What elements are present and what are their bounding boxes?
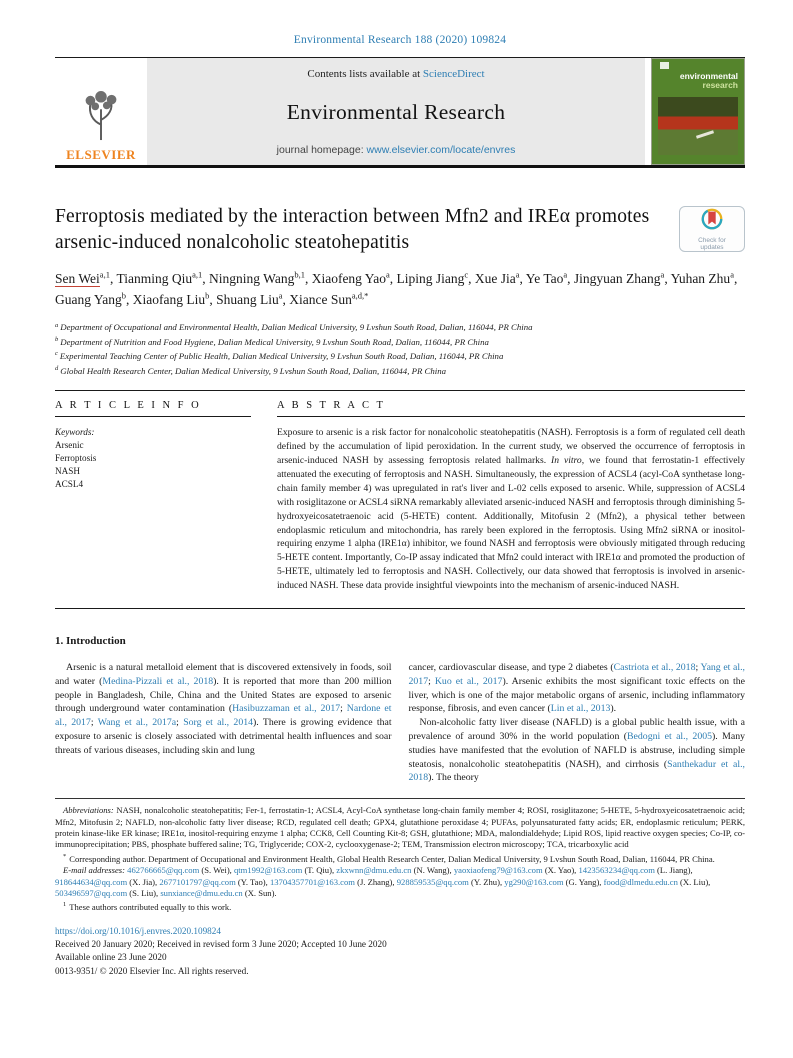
issn-copyright: 0013-9351/ © 2020 Elsevier Inc. All rights reserved.: [55, 965, 249, 976]
check-for-updates-badge[interactable]: [679, 206, 745, 252]
introduction-heading: 1. Introduction: [55, 635, 126, 648]
text-segment[interactable]: Yang et al., 2017: [408, 662, 745, 687]
equal-contribution-note: [55, 899, 745, 913]
text-segment: Arsenic is a natural metalloid element that is discovered extensively in foods, soil and water (: [55, 662, 392, 687]
contribution-text: These authors contributed equally to this work.: [69, 902, 232, 913]
text-segment[interactable]: Santhekadur et al., 2018: [408, 758, 745, 784]
doi-link[interactable]: https://doi.org/10.1016/j.envres.2020.109824: [55, 925, 221, 936]
text-segment: ;: [428, 675, 435, 687]
cover-title-line2: research: [702, 80, 738, 90]
email-segment: (X. Yao),: [542, 865, 579, 876]
author: Ye Tao$^a$ ,: [526, 271, 574, 286]
corresponding-text: Corresponding author. Department of Occupational and Environment Health, Global Health Research Center, Dalian Medical University, 9 Lvshun South Road, Dalian, 116044, PR China.: [69, 853, 715, 864]
contents-line: [147, 68, 645, 80]
email-segment[interactable]: 928859535@qq.com: [396, 876, 469, 887]
article-info-heading: A R T I C L E I N F O: [55, 400, 251, 417]
keyword: Ferroptosis: [55, 453, 97, 464]
text-segment[interactable]: Nardone et al., 2017: [55, 703, 392, 729]
text-segment[interactable]: Medina-Pizzali et al., 2018: [102, 675, 214, 687]
author: Tianming Qiu$^{a,1}$ ,: [116, 271, 209, 286]
elsevier-logo[interactable]: [55, 58, 147, 165]
intro-paragraph-right-1: [409, 661, 746, 716]
footnote-segment: NASH, nonalcoholic steatohepatitis; Fer-1, ferrostatin-1; ACSL4, Acyl-CoA synthetase long-chain family member 4; ROSI, rosiglitazone; 5-HETE, 5-hydroxyeicosatetraenoic acid; Mfn2, Mitofusin 2; NAFLD, non-alcoholic fatty liver disease; RCD, regulated cell death; GPX4, glutathione peroxidase 4; PUFAs, polyunsaturated fatty acids; ER, endoplasmic reticulum; PERK, protein kinase-like ER kinase; IRE1α, inositol-requiring enzyme 1 alpha; CCK8, Cell Counting Kit-8; GSH, glutathione; MDA, malondialdehyde; Lipid ROS, lipid reactive oxygen species; Co-IP, co-immunoprecipitation; PBS, phosphate buffered saline; TG, Triglyceride; COX-2, cyclooxygenase-2; TEM, Transmission electron microscopy; TCA, tricarboxylic acid: [55, 805, 745, 850]
email-segment[interactable]: zkxwnn@dmu.edu.cn: [336, 865, 412, 876]
text-segment: cancer, cardiovascular disease, and type 2 diabetes (: [408, 662, 614, 674]
abstract-text: [277, 426, 745, 593]
email-segment[interactable]: 918644634@qq.com: [55, 876, 128, 887]
article-info-section: [55, 400, 251, 593]
email-segment: (N. Wang),: [411, 865, 454, 876]
email-segment: (G. Yang),: [563, 876, 604, 887]
affiliation-list: [55, 320, 745, 378]
email-segment: (S. Wei),: [199, 865, 234, 876]
text-segment: ;: [340, 703, 347, 715]
email-segment[interactable]: qtm1992@163.com: [233, 865, 303, 876]
abstract-bottom-rule: [55, 608, 745, 609]
author: Guang Yang$^b$ ,: [55, 292, 133, 307]
email-segment: (X. Jia),: [127, 876, 160, 887]
email-segment[interactable]: yg290@163.com: [504, 876, 564, 887]
header-citation-link[interactable]: Environmental Research 188 (2020) 109824: [293, 34, 507, 46]
contribution-marker: 1: [63, 901, 67, 909]
elsevier-wordmark: ELSEVIER: [66, 147, 136, 162]
abstract-section: [277, 400, 745, 593]
article-footer: [55, 925, 745, 979]
abstract-heading: A B S T R A C T: [277, 400, 745, 417]
available-online: Available online 23 June 2020: [55, 952, 167, 963]
author: Xiaofang Liu$^b$ ,: [133, 292, 216, 307]
email-segment[interactable]: 1423563234@qq.com: [578, 865, 655, 876]
masthead-bottom-rule: [55, 165, 745, 168]
text-segment[interactable]: Lin et al., 2013: [550, 703, 611, 715]
masthead-center: [147, 58, 645, 165]
author: Shuang Liu$^a$ ,: [216, 292, 289, 307]
text-segment: ). The theory: [428, 772, 479, 784]
introduction-section: [55, 635, 745, 785]
email-segment: (Y. Tao),: [235, 876, 270, 887]
text-segment: Non-alcoholic fatty liver disease (NAFLD) is a global public health issue, with a prevalence of around 30% in the world population (: [408, 717, 745, 743]
email-segment: (X. Liu),: [677, 876, 711, 887]
email-addresses-note: [55, 865, 745, 899]
email-segment[interactable]: 503496597@qq.com: [55, 887, 128, 898]
footnote-segment: Abbreviations:: [63, 805, 117, 816]
article-title: Ferroptosis mediated by the interaction between Mfn2 and IREα promotes arsenic-induced nonalcoholic steatohepatitis: [55, 206, 650, 253]
email-segment: (Y. Zhu),: [468, 876, 505, 887]
affiliation: $^c$ Experimental Teaching Center of Public Health, Dalian Medical University, 9 Lvshun South Road, Dalian, 116044, PR China: [55, 350, 504, 362]
author-list: [55, 268, 745, 310]
journal-cover-thumbnail[interactable]: [651, 58, 745, 165]
keyword: Arsenic: [55, 440, 84, 451]
journal-masthead: [55, 58, 745, 165]
abstract-segment: In vitro: [551, 455, 582, 466]
contents-prefix: Contents lists available at: [307, 68, 423, 80]
intro-right-column: [409, 661, 746, 785]
journal-cover-photo: [658, 97, 738, 155]
affiliation: $^a$ Department of Occupational and Environmental Health, Dalian Medical University, 9 Lvshun South Road, Dalian, 116044, PR China: [55, 321, 533, 333]
author: Jingyuan Zhang$^a$ ,: [574, 271, 671, 286]
corresponding-marker: *: [63, 852, 67, 860]
email-segment: (X. Sun).: [242, 887, 277, 898]
abstract-segment: , we found that ferrostatin-1 effectively attenuated the executing of ferroptosis and NASH. Simultaneously, the expression of ACSL4 (acyl-CoA synthetase long-chain family member 4) was upregulated in rat's liver and L-02 cells exposed to arsenic. While, suppression of ACSL4 with rosiglitazone or ACSL4 siRNA remarkably alleviated arsenic-induced NASH and ferroptosis through diminishing 5-hydroxyeicosatetraenoic acid (5-HETE) content. Additionally, Mitofusin 2 (Mfn2), a physical tether between endoplasmic reticulum and mitochondria, has rarely been explored in the ferroptosis. Using Mfn2 siRNA or inositol-requiring enzyme 1 alpha (IRE1α) inhibitor, we found NASH and ferroptosis were obviously mitigated through reducing 5-HETE content. Importantly, Co-IP assay indicated that Mfn2 could interact with IRE1α and promoted the production of 5-HETE, ultimately led to ferroptosis and NASH. Collectively, our data showed that ferroptosis is involved in arsenic-induced NASH. These data provide insightful viewpoints into the mechanism of arsenic-induced NASH.: [277, 455, 745, 592]
corresponding-author-note: [55, 851, 745, 865]
check-updates-icon: [700, 207, 724, 236]
text-segment: ). Arsenic exhibits the most significant toxic effects on the liver, which is one of the major metabolic organs of arsenic, including inflammatory response, fibrosis, and even cancer (: [408, 675, 745, 715]
journal-homepage-link[interactable]: www.elsevier.com/locate/envres: [366, 144, 516, 156]
check-updates-label: Check for updates: [698, 237, 726, 251]
footnotes-section: [55, 798, 745, 913]
intro-paragraph-right-2: [409, 716, 746, 785]
email-segment: (J. Zhang),: [354, 876, 397, 887]
text-segment[interactable]: Sorg et al., 2014: [183, 717, 254, 729]
abstract-segment: Exposure to arsenic is a risk factor for nonalcoholic steatohepatitis (NASH). Ferroptosis is a form of regulated cell death defined by the accumulation of lipid peroxidation. In the current study, we observed the occurrence of ferroptosis in arsenic-induced NASH by assessing ferroptosis related hallmarks.: [277, 427, 745, 466]
email-segment: (L. Jiang),: [654, 865, 693, 876]
text-segment[interactable]: Castriota et al., 2018: [613, 662, 696, 674]
intro-paragraph-left: [55, 661, 392, 785]
homepage-prefix: journal homepage:: [276, 144, 367, 156]
email-segment: (S. Liu),: [127, 887, 161, 898]
text-segment: ).: [610, 703, 617, 715]
email-segment[interactable]: yaoxiaofeng79@163.com: [453, 865, 543, 876]
text-segment: ;: [90, 717, 98, 729]
abbreviations-note: [55, 805, 745, 851]
text-segment: ). It is reported that more than 200 million people in Bangladesh, Chile, China and the United States are exposed to arsenic through underground water contamination (: [55, 675, 392, 715]
keyword: ACSL4: [55, 479, 84, 490]
keywords-list: [55, 439, 251, 491]
sciencedirect-link[interactable]: ScienceDirect: [422, 68, 485, 80]
text-segment[interactable]: Bedogni et al., 2005: [627, 731, 713, 743]
email-segment[interactable]: sunxiance@dmu.edu.cn: [160, 887, 243, 898]
cover-title-line1: environmental: [679, 71, 738, 81]
text-segment: ). Many studies have manifested that the evolution of NAFLD is abstruse, including simple steatosis, nonalcoholic steatohepatitis (NASH), and cirrhosis (: [408, 731, 745, 770]
text-segment[interactable]: Wang et al., 2017a: [97, 717, 177, 729]
email-segment[interactable]: food@dlmedu.edu.cn: [603, 876, 678, 887]
text-segment[interactable]: Hasibuzzaman et al., 2017: [232, 703, 341, 715]
affiliation: $^d$ Global Health Research Center, Dalian Medical University, 9 Lvshun South Road, Dalian, 116044, PR China: [55, 364, 447, 376]
author: Yuhan Zhu$^a$ ,: [671, 271, 738, 286]
text-segment: ;: [176, 717, 184, 729]
author: Liping Jiang$^c$ ,: [396, 271, 474, 286]
text-segment: ;: [695, 662, 701, 674]
email-segment: E-mail addresses:: [63, 865, 128, 876]
author: Xue Jia$^a$ ,: [475, 271, 526, 286]
keyword: NASH: [55, 466, 81, 477]
author: Sen Wei$^{a,1}$ ,: [55, 271, 116, 286]
author: Ningning Wang$^{b,1}$ ,: [209, 271, 312, 286]
elsevier-tree-icon: [78, 91, 124, 146]
author: Xiance Sun$^{a,d,*}$: [289, 290, 369, 307]
journal-title: Environmental Research: [286, 99, 506, 124]
email-segment[interactable]: 2677101797@qq.com: [159, 876, 236, 887]
email-segment: (T. Qiu),: [302, 865, 337, 876]
email-segment[interactable]: 462766665@qq.com: [127, 865, 200, 876]
affiliation: $^b$ Department of Nutrition and Food Hygiene, Dalian Medical University, 9 Lvshun South Road, Dalian, 116044, PR China: [55, 335, 489, 347]
text-segment[interactable]: Kuo et al., 2017: [434, 675, 503, 687]
email-segment[interactable]: 13704357701@163.com: [269, 876, 355, 887]
received-dates: Received 20 January 2020; Received in revised form 3 June 2020; Accepted 10 June 2020: [55, 939, 387, 950]
homepage-line: [147, 144, 645, 156]
keywords-label: Keywords:: [55, 427, 95, 438]
text-segment: ). There is growing evidence that exposure to arsenic is closely associated with detrimental health influences and soar threats of various diseases, including skin and lung: [55, 717, 392, 756]
author: Xiaofeng Yao$^a$ ,: [312, 271, 397, 286]
